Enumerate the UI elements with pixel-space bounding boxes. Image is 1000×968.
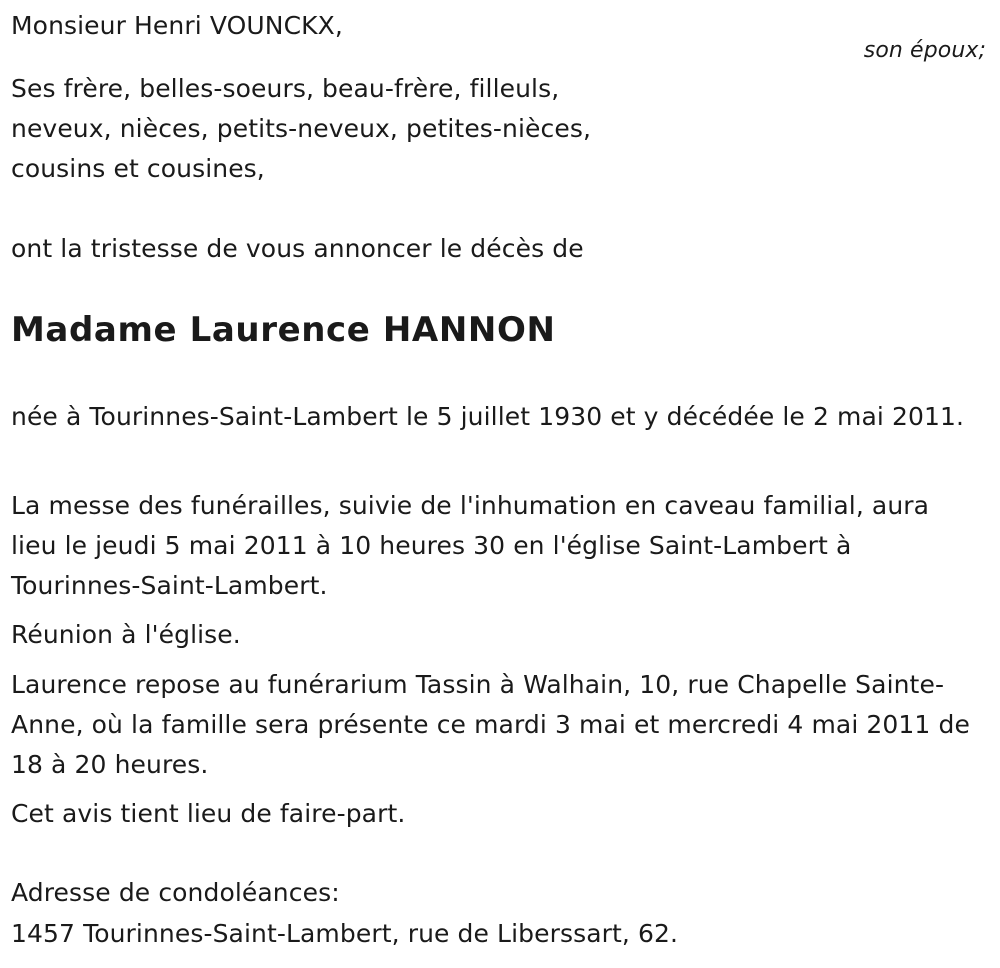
notice-paragraph: Cet avis tient lieu de faire-part. (11, 799, 406, 828)
meeting-paragraph: Réunion à l'église. (11, 620, 241, 649)
family-line-2: neveux, nièces, petits-neveux, petites-nièces, (11, 114, 592, 143)
condolences-label: Adresse de condoléances: (11, 878, 340, 907)
birth-death-paragraph: née à Tourinnes-Saint-Lambert le 5 juillet 1930 et y décédée le 2 mai 2011. (11, 402, 965, 431)
deceased-name: Madame Laurence HANNON (11, 310, 556, 350)
spouse-relation: son époux; (863, 38, 986, 63)
condolences-address: 1457 Tourinnes-Saint-Lambert, rue de Liberssart, 62. (11, 919, 679, 948)
spouse-name: Monsieur Henri VOUNCKX, (11, 11, 343, 40)
viewing-paragraph: Laurence repose au funérarium Tassin à Walhain, 10, rue Chapelle Sainte-Anne, où la famille sera présente ce mardi 3 mai et mercredi 4 mai 2011 de 18 à 20 heures. (11, 670, 970, 779)
funeral-paragraph: La messe des funérailles, suivie de l'inhumation en caveau familial, aura lieu le jeudi 5 mai 2011 à 10 heures 30 en l'église Saint-Lambert à Tourinnes-Saint-Lambert. (11, 491, 930, 600)
announcement-intro: ont la tristesse de vous annoncer le décès de (11, 234, 584, 263)
family-line-3: cousins et cousines, (11, 154, 265, 183)
family-line-1: Ses frère, belles-soeurs, beau-frère, filleuls, (11, 74, 560, 103)
